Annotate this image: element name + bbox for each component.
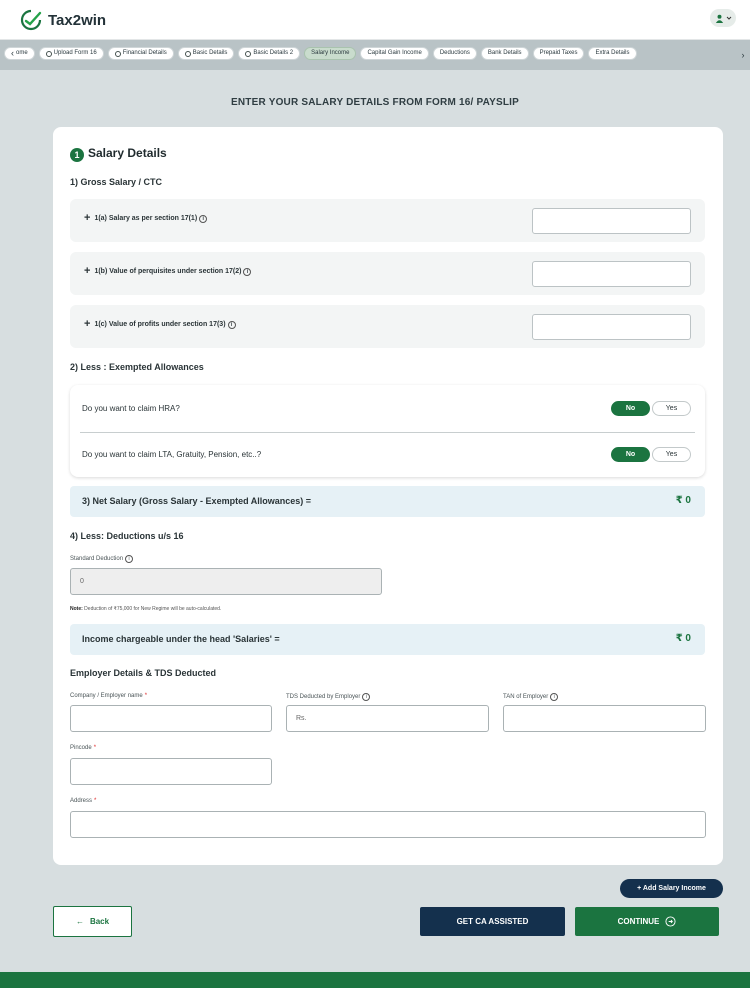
profits-17-3-row [70,305,705,348]
steps-scroll-right[interactable] [736,40,750,70]
tan-label [503,693,558,701]
step-label: Bank Details [487,50,522,56]
exempted-allowances-title: 2) Less : Exempted Allowances [70,362,204,372]
step-label: Extra Details [595,50,630,56]
profits-17-3-toggle[interactable] [84,320,236,329]
step-label: ome [16,50,28,56]
tds-label-text: TDS Deducted by Employer [286,694,361,700]
step-label: Capital Gain Income [367,50,422,56]
step-label: Deductions [439,50,470,56]
step-basic-details-2[interactable] [238,47,300,60]
plus-icon: + [84,212,91,224]
info-icon[interactable]: i [243,268,251,276]
note-text: Deduction of ₹75,000 for New Regime will be auto-calculated. [84,606,222,612]
required-mark: * [94,798,97,804]
step-prepaid-taxes[interactable] [533,47,585,60]
check-circle-icon [185,51,191,57]
company-name-label-text: Company / Employer name [70,693,143,699]
note-prefix: Note: [70,606,83,612]
net-salary-value: ₹ 0 [675,495,691,506]
check-circle-icon [245,51,251,57]
step-label: Upload Form 16 [53,50,97,56]
pincode-input[interactable] [70,758,272,785]
deductions-title: 4) Less: Deductions u/s 16 [70,531,184,541]
income-chargeable-value: ₹ 0 [675,633,691,644]
gross-salary-title: 1) Gross Salary / CTC [70,177,163,187]
address-input[interactable] [70,811,706,838]
progress-steps [0,40,750,70]
tds-input[interactable]: Rs. [286,705,489,732]
chevron-down-icon [726,15,732,21]
add-salary-income-button[interactable]: + Add Salary Income [620,879,723,898]
hra-toggle [611,401,691,416]
salary-17-1-toggle[interactable] [84,214,207,223]
hra-no-option[interactable]: No [611,401,650,416]
step-salary-income[interactable] [304,47,356,60]
step-label: Financial Details [122,50,167,56]
net-salary-label: 3) Net Salary (Gross Salary - Exempted Allowances) = [82,496,312,506]
income-chargeable-label: Income chargeable under the head 'Salaries' = [82,634,280,644]
salary-17-1-row [70,199,705,242]
salary-17-1-input[interactable] [532,208,691,234]
hra-question: Do you want to claim HRA? [82,404,180,413]
hra-yes-option[interactable]: Yes [652,401,691,416]
step-deductions[interactable] [433,47,477,60]
step-extra-details[interactable] [588,47,636,60]
arrow-left-icon: ← [75,917,84,926]
profits-17-3-input[interactable] [532,314,691,340]
step-label: Salary Income [311,50,350,56]
lta-toggle [611,447,691,462]
lta-no-option[interactable]: No [611,447,650,462]
page-title: ENTER YOUR SALARY DETAILS FROM FORM 16/ PAYSLIP [231,97,519,108]
plus-icon: + [84,265,91,277]
brand-logo[interactable] [20,9,106,31]
chevron-left-icon: ‹ [11,48,14,58]
required-mark: * [144,693,148,699]
perquisites-17-2-input[interactable] [532,261,691,287]
standard-deduction-label [70,555,133,563]
perquisites-17-2-toggle[interactable] [84,267,251,276]
pincode-label-text: Pincode [70,745,92,751]
company-name-input[interactable] [70,705,272,732]
address-label [70,798,96,804]
income-chargeable-summary [70,624,705,655]
info-icon[interactable]: i [550,693,558,701]
employer-details-title: Employer Details & TDS Deducted [70,668,217,678]
info-icon[interactable]: i [228,321,236,329]
pincode-label [70,745,96,751]
arrow-circle-right-icon [665,916,676,927]
tan-label-text: TAN of Employer [503,694,549,700]
section-title: Salary Details [88,146,167,160]
tds-label [286,693,370,701]
standard-deduction-input[interactable]: 0 [70,568,382,595]
plus-icon: + [84,318,91,330]
continue-button[interactable] [575,907,719,936]
back-button[interactable] [53,906,132,937]
exempted-allowances-box [70,385,705,477]
step-capital-gain-income[interactable] [360,47,428,60]
regime-note [70,606,221,612]
perquisites-17-2-row [70,252,705,295]
tan-input[interactable] [503,705,706,732]
back-button-label: Back [89,917,110,926]
get-ca-assisted-button[interactable]: GET CA ASSISTED [420,907,565,936]
info-icon[interactable]: i [125,555,133,563]
user-menu[interactable] [710,9,736,27]
step-label: Basic Details [192,50,228,56]
info-icon[interactable]: i [199,215,207,223]
profits-17-3-label: 1(c) Value of profits under section 17(3) [94,321,226,328]
net-salary-summary [70,486,705,517]
address-label-text: Address [70,798,93,804]
info-icon[interactable]: i [362,693,370,701]
salary-17-1-label: 1(a) Salary as per section 17(1) [94,215,198,222]
divider [80,432,695,433]
continue-button-label: CONTINUE [617,917,660,926]
check-circle-icon [115,51,121,57]
company-name-label [70,693,147,699]
step-label: Prepaid Taxes [539,50,578,56]
step-label: Basic Details 2 [253,50,294,56]
lta-question: Do you want to claim LTA, Gratuity, Pension, etc..? [82,450,262,459]
required-mark: * [93,745,97,751]
chevron-right-icon: › [741,50,745,60]
brand-name: Tax2win [48,11,107,29]
top-bar [0,0,750,40]
standard-deduction-label-text: Standard Deduction [70,556,124,562]
section-number: 1 [70,148,84,162]
step-ome[interactable] [4,47,35,60]
logo-icon [20,9,44,31]
step-basic-details[interactable] [178,47,235,60]
step-upload-form-16[interactable] [39,47,104,60]
step-bank-details[interactable] [481,47,529,60]
perquisites-17-2-label: 1(b) Value of perquisites under section 17(2) [94,268,242,275]
footer-band [0,972,750,988]
salary-card [53,127,723,865]
check-circle-icon [46,51,52,57]
lta-yes-option[interactable]: Yes [652,447,691,462]
step-track [0,47,637,60]
step-financial-details[interactable] [108,47,174,60]
user-icon [715,14,724,23]
